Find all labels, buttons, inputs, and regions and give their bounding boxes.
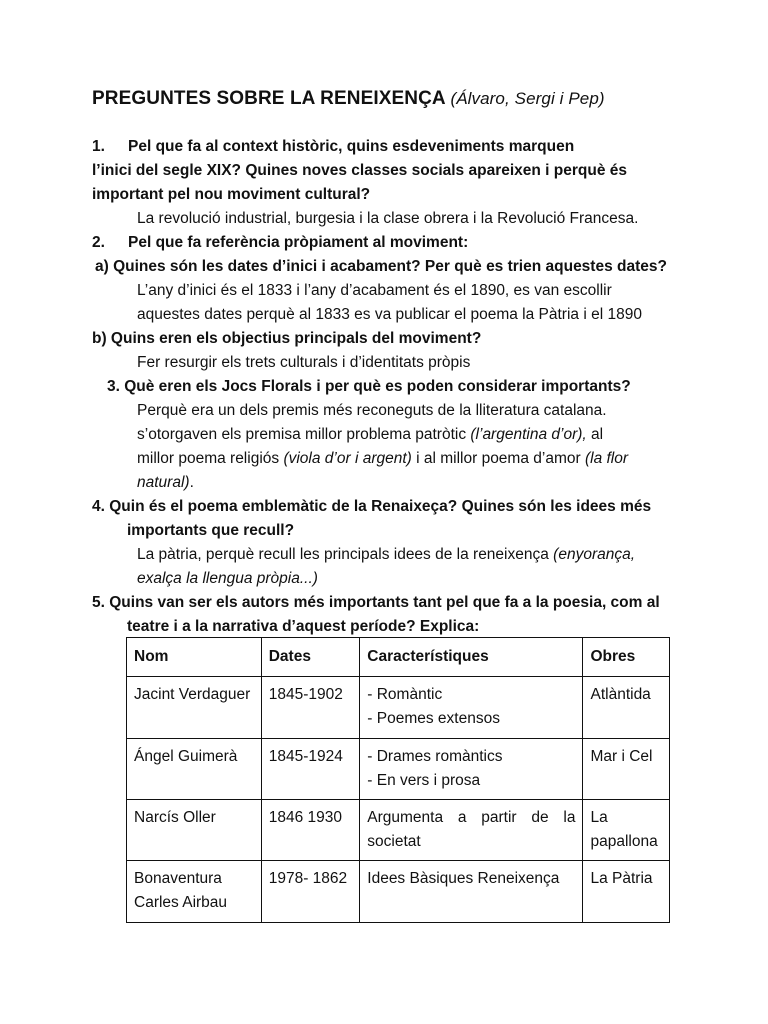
answer-3-line-4-italic: natural) <box>137 474 190 491</box>
cell-obres-line-1: La Pàtria <box>590 870 653 887</box>
cell-nom-line-1: Bonaventura <box>134 870 222 887</box>
question-1-text: Pel que fa al context històric, quins esdeveniments marquen <box>128 138 575 155</box>
answer-2b: Fer resurgir els trets culturals i d’identitats pròpis <box>137 354 471 371</box>
cell-obres <box>583 677 670 739</box>
question-1-line-1 <box>92 135 574 159</box>
cell-car-line-2: - En vers i prosa <box>367 772 481 789</box>
title-main: PREGUNTES SOBRE LA RENEIXENÇA <box>92 88 446 109</box>
answer-3-line-3-italic: (viola d’or i argent) <box>283 450 412 467</box>
cell-dates <box>261 739 360 800</box>
cell-dates-value: 1978- 1862 <box>268 870 348 887</box>
table-row <box>127 800 670 861</box>
question-1-line-2: l’inici del segle XIX? Quines noves classes socials apareixen i perquè és <box>92 162 627 179</box>
answer-4-line-2: exalça la llengua pròpia...) <box>137 570 318 587</box>
authors-table <box>126 637 670 923</box>
cell-dates <box>261 677 360 739</box>
answer-3-line-3-text: millor poema religiós <box>137 450 284 467</box>
header-caracteristiques: Característiques <box>360 638 583 677</box>
cell-nom <box>127 861 262 923</box>
question-1-number: 1. <box>92 138 105 155</box>
cell-dates-value: 1845-1924 <box>268 748 343 765</box>
answer-4-line-1 <box>137 543 635 567</box>
question-3: 3. Què eren els Jocs Florals i per què es poden considerar importants? <box>107 378 631 395</box>
cell-car-line-1: - Romàntic <box>367 686 443 703</box>
cell-nom <box>127 800 262 861</box>
header-dates: Dates <box>261 638 360 677</box>
cell-obres <box>583 739 670 800</box>
answer-3-line-2 <box>137 423 668 447</box>
answer-1: La revolució industrial, burgesia i la clase obrera i la Revolució Francesa. <box>137 210 639 227</box>
question-4-line-2: importants que recull? <box>127 522 295 539</box>
question-2-line-1 <box>92 231 468 255</box>
cell-caracteristiques <box>360 800 583 861</box>
table-row <box>127 861 670 923</box>
question-2a: a) Quines són les dates d’inici i acabament? Per què es trien aquestes dates? <box>95 258 667 275</box>
cell-car-line-1: Idees Bàsiques Reneixença <box>367 870 560 887</box>
answer-3-line-3-italic-2: (la flor <box>584 450 629 467</box>
header-nom: Nom <box>127 638 262 677</box>
question-2b: b) Quins eren els objectius principals del moviment? <box>92 330 482 347</box>
cell-obres <box>583 800 670 861</box>
table-row <box>127 739 670 800</box>
table-header-row <box>127 638 670 677</box>
answer-3-line-4-tail: . <box>189 474 194 491</box>
cell-nom-line-1: Ángel Guimerà <box>134 748 238 765</box>
cell-dates <box>261 861 360 923</box>
title-authors: (Álvaro, Sergi i Pep) <box>450 89 605 108</box>
cell-obres-line-1: Mar i Cel <box>590 748 653 765</box>
answer-2a-line-1: L’any d’inici és el 1833 i l’any d’acabament és el 1890, es van escollir <box>137 282 612 299</box>
cell-car-line-2: - Poemes extensos <box>367 710 500 727</box>
question-4-line-1: 4. Quin és el poema emblemàtic de la Renaixeça? Quines són les idees més <box>92 498 652 515</box>
cell-dates-value: 1845-1902 <box>268 686 343 703</box>
question-5-line-1: 5. Quins van ser els autors més importants tant pel que fa a la poesia, com al <box>92 594 660 611</box>
question-1-line-3: important pel nou moviment cultural? <box>92 186 371 203</box>
answer-3-line-3-mid: i al millor poema d’amor <box>411 450 585 467</box>
cell-nom-line-1: Narcís Oller <box>134 809 216 826</box>
answer-4-line-1-text: La pàtria, perquè recull les principals idees de la reneixença <box>137 546 554 563</box>
cell-nom <box>127 677 262 739</box>
question-5-line-2: teatre i a la narrativa d’aquest període? Explica: <box>127 618 480 635</box>
answer-3-line-1: Perquè era un dels premis més reconeguts de la lliteratura catalana. <box>137 402 607 419</box>
question-2-number: 2. <box>92 234 105 251</box>
table-row <box>127 677 670 739</box>
cell-nom-line-1: Jacint Verdaguer <box>134 686 251 703</box>
answer-3-line-2-italic: (l’argentina d’or), <box>470 426 587 443</box>
cell-car-line-2: societat <box>367 833 421 850</box>
cell-caracteristiques <box>360 677 583 739</box>
question-2-text: Pel que fa referència pròpiament al moviment: <box>128 234 469 251</box>
answer-3-line-3 <box>137 447 628 471</box>
answer-3-line-2-text: s’otorgaven els premisa millor problema patròtic <box>137 426 471 443</box>
cell-obres-line-2: papallona <box>590 833 658 850</box>
cell-nom <box>127 739 262 800</box>
cell-obres <box>583 861 670 923</box>
cell-obres-line-1: La <box>590 809 608 826</box>
page-title <box>92 88 605 110</box>
answer-2a-line-2: aquestes dates perquè al 1833 es va publicar el poema la Pàtria i el 1890 <box>137 306 642 323</box>
cell-caracteristiques <box>360 861 583 923</box>
cell-dates <box>261 800 360 861</box>
cell-car-line-1: - Drames romàntics <box>367 748 503 765</box>
answer-3-line-4 <box>137 471 194 495</box>
cell-obres-line-1: Atlàntida <box>590 686 651 703</box>
cell-dates-value: 1846 1930 <box>268 809 343 826</box>
cell-car-line-1: Argumenta a partir de la <box>367 809 576 826</box>
answer-4-line-1-italic: (enyorança, <box>553 546 636 563</box>
answer-3-line-2-tail: al <box>586 426 604 443</box>
cell-caracteristiques <box>360 739 583 800</box>
header-obres: Obres <box>583 638 670 677</box>
cell-nom-line-2: Carles Airbau <box>134 894 228 911</box>
